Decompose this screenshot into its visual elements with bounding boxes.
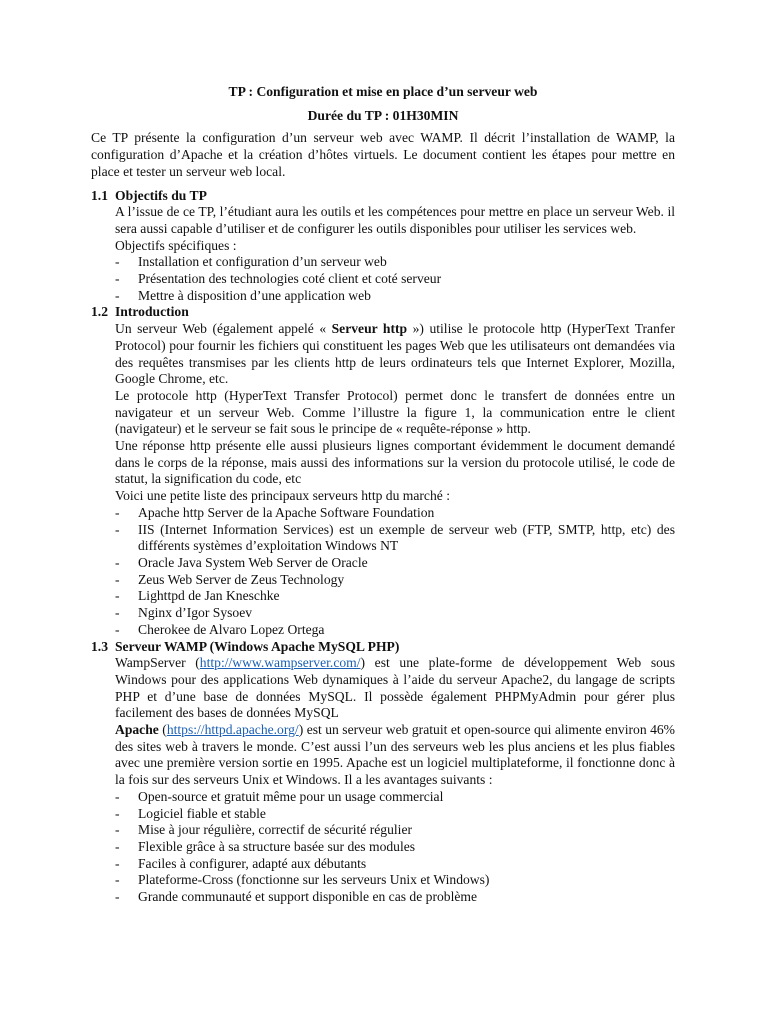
document-intro: Ce TP présente la configuration d’un serveur web avec WAMP. Il décrit l’installation de WAMP, la configuration d’Apache et la création d’hôtes virtuels. Le document contient les étapes pour mettre en place et tester un serveur web local. bbox=[91, 130, 675, 179]
list-item-text: Oracle Java System Web Server de Oracle bbox=[138, 554, 368, 570]
section-number: 1.2 bbox=[91, 304, 108, 320]
wampserver-link[interactable]: http://www.wampserver.com/ bbox=[199, 655, 361, 671]
list-item bbox=[115, 789, 675, 806]
list-item-text: Nginx d’Igor Sysoev bbox=[138, 605, 253, 621]
list-item bbox=[115, 254, 675, 271]
list-item-text: Zeus Web Server de Zeus Technology bbox=[138, 571, 345, 587]
section-heading bbox=[91, 188, 675, 205]
list-item bbox=[115, 288, 675, 305]
list-item bbox=[115, 622, 675, 639]
list-item bbox=[115, 605, 675, 622]
text-run: ») utilise le protocole http (HyperText Tranfer Protocol) pour fournir les fichiers qui constituent les pages Web que les utilisateurs ont demandées via des requêtes transmises par les clients http de leurs ordinateurs tels que Internet Explorer, Mozilla, Google Chrome, etc. bbox=[115, 321, 675, 387]
section-number: 1.1 bbox=[91, 187, 108, 203]
list-item bbox=[115, 806, 675, 823]
list-item bbox=[115, 839, 675, 856]
list-dash: - bbox=[115, 254, 120, 270]
list-item bbox=[115, 872, 675, 889]
list-item-text: Open-source et gratuit même pour un usage commercial bbox=[138, 788, 444, 804]
section-title: Introduction bbox=[115, 304, 189, 320]
list-item-text: Grande communauté et support disponible en cas de problème bbox=[138, 889, 477, 905]
list-item-text: Faciles à configurer, adapté aux débutants bbox=[138, 855, 367, 871]
list-item bbox=[115, 505, 675, 522]
paragraph: Voici une petite liste des principaux serveurs http du marché : bbox=[115, 488, 450, 504]
list-item bbox=[115, 271, 675, 288]
objectives-list bbox=[115, 254, 675, 304]
list-dash: - bbox=[115, 554, 120, 570]
section-heading bbox=[91, 304, 675, 321]
paragraph: Le protocole http (HyperText Transfer Protocol) permet donc le transfert de données entre un navigateur et un serveur Web. Comme l’illustre la figure 1, la communication entre le client (navigateur) et le serveur se fait sous le principe de « requête-réponse » http. bbox=[115, 387, 675, 437]
list-dash: - bbox=[115, 889, 120, 905]
list-dash: - bbox=[115, 788, 120, 804]
list-dash: - bbox=[115, 805, 120, 821]
list-dash: - bbox=[115, 855, 120, 871]
advantages-list bbox=[115, 789, 675, 906]
document-title: TP : Configuration et mise en place d’un serveur web bbox=[228, 84, 538, 99]
section-title: Objectifs du TP bbox=[115, 187, 207, 203]
servers-list bbox=[115, 505, 675, 639]
paragraph: A l’issue de ce TP, l’étudiant aura les outils et les compétences pour mettre en place un serveur Web. il sera aussi capable d’utiliser et de configurer les outils disponibles pour utiliser les services web. bbox=[115, 204, 675, 236]
list-dash: - bbox=[115, 271, 120, 287]
list-item-text: Lighttpd de Jan Kneschke bbox=[138, 588, 280, 604]
list-dash: - bbox=[115, 504, 120, 520]
list-item bbox=[115, 588, 675, 605]
paragraph: Objectifs spécifiques : bbox=[115, 237, 237, 253]
list-item-text: Flexible grâce à sa structure basée sur des modules bbox=[138, 838, 416, 854]
list-dash: - bbox=[115, 822, 120, 838]
list-dash: - bbox=[115, 838, 120, 854]
list-item-text: Plateforme-Cross (fonctionne sur les serveurs Unix et Windows) bbox=[138, 872, 490, 888]
document-page bbox=[91, 84, 675, 906]
list-item-text: Mettre à disposition d’une application web bbox=[138, 287, 371, 303]
paragraph: Une réponse http présente elle aussi plusieurs lignes comportant évidemment le document demandé dans le corps de la réponse, mais aussi des informations sur la version du protocole utilisé, le code de statut, la signification du code, etc bbox=[115, 438, 675, 487]
list-dash: - bbox=[115, 872, 120, 888]
bold-term: Serveur http bbox=[331, 321, 408, 337]
section-objectifs bbox=[91, 188, 675, 305]
list-dash: - bbox=[115, 621, 120, 637]
paragraph bbox=[115, 321, 675, 388]
list-item bbox=[115, 522, 675, 555]
section-number: 1.3 bbox=[91, 638, 108, 654]
list-item-text: Installation et configuration d’un serveur web bbox=[138, 254, 387, 270]
section-wamp bbox=[91, 639, 675, 906]
section-title: Serveur WAMP (Windows Apache MySQL PHP) bbox=[115, 638, 400, 654]
bold-term: Apache bbox=[115, 722, 159, 738]
list-item-text: Logiciel fiable et stable bbox=[138, 805, 266, 821]
text-run: ) est un serveur web gratuit et open-source qui alimente environ 46% des sites web à travers le monde. C’est aussi l’un des serveurs web les plus anciens et les plus fiables avec une première version sortie en 1995. Apache est un logiciel multiplateforme, il fonctionne donc à la fois sur des serveurs Unix et Windows. Il a les avantages suivants : bbox=[115, 722, 675, 788]
list-item bbox=[115, 572, 675, 589]
list-item-text: Cherokee de Alvaro Lopez Ortega bbox=[138, 621, 325, 637]
apache-link[interactable]: https://httpd.apache.org/ bbox=[166, 722, 299, 738]
list-dash: - bbox=[115, 588, 120, 604]
text-run: ( bbox=[158, 722, 167, 738]
list-item-text: Présentation des technologies coté client et coté serveur bbox=[138, 271, 442, 287]
list-item-text: Mise à jour régulière, correctif de sécurité régulier bbox=[138, 822, 413, 838]
list-dash: - bbox=[115, 605, 120, 621]
paragraph bbox=[115, 655, 675, 722]
document-duration: Durée du TP : 01H30MIN bbox=[307, 107, 459, 123]
text-run: ) est une plate-forme de développement Web sous Windows pour des applications Web dynamiques à l’aide du serveur Apache2, du langage de scripts PHP et d’une base de données MySQL. Il possède également PHPMyAdmin pour gérer plus facilement des bases de données MySQL bbox=[115, 655, 675, 721]
list-item bbox=[115, 822, 675, 839]
list-item-text: IIS (Internet Information Services) est un exemple de serveur web (FTP, SMTP, http, etc) des différents systèmes d’exploitation Windows NT bbox=[138, 521, 675, 554]
text-run: Un serveur Web (également appelé « bbox=[115, 321, 332, 337]
list-dash: - bbox=[115, 571, 120, 587]
list-item-text: Apache http Server de la Apache Software Foundation bbox=[138, 504, 435, 520]
section-heading bbox=[91, 639, 675, 656]
list-item bbox=[115, 856, 675, 873]
list-dash: - bbox=[115, 521, 120, 537]
list-dash: - bbox=[115, 287, 120, 303]
list-item bbox=[115, 889, 675, 906]
text-run: WampServer ( bbox=[115, 655, 200, 671]
section-introduction bbox=[91, 304, 675, 638]
list-item bbox=[115, 555, 675, 572]
paragraph bbox=[115, 722, 675, 789]
